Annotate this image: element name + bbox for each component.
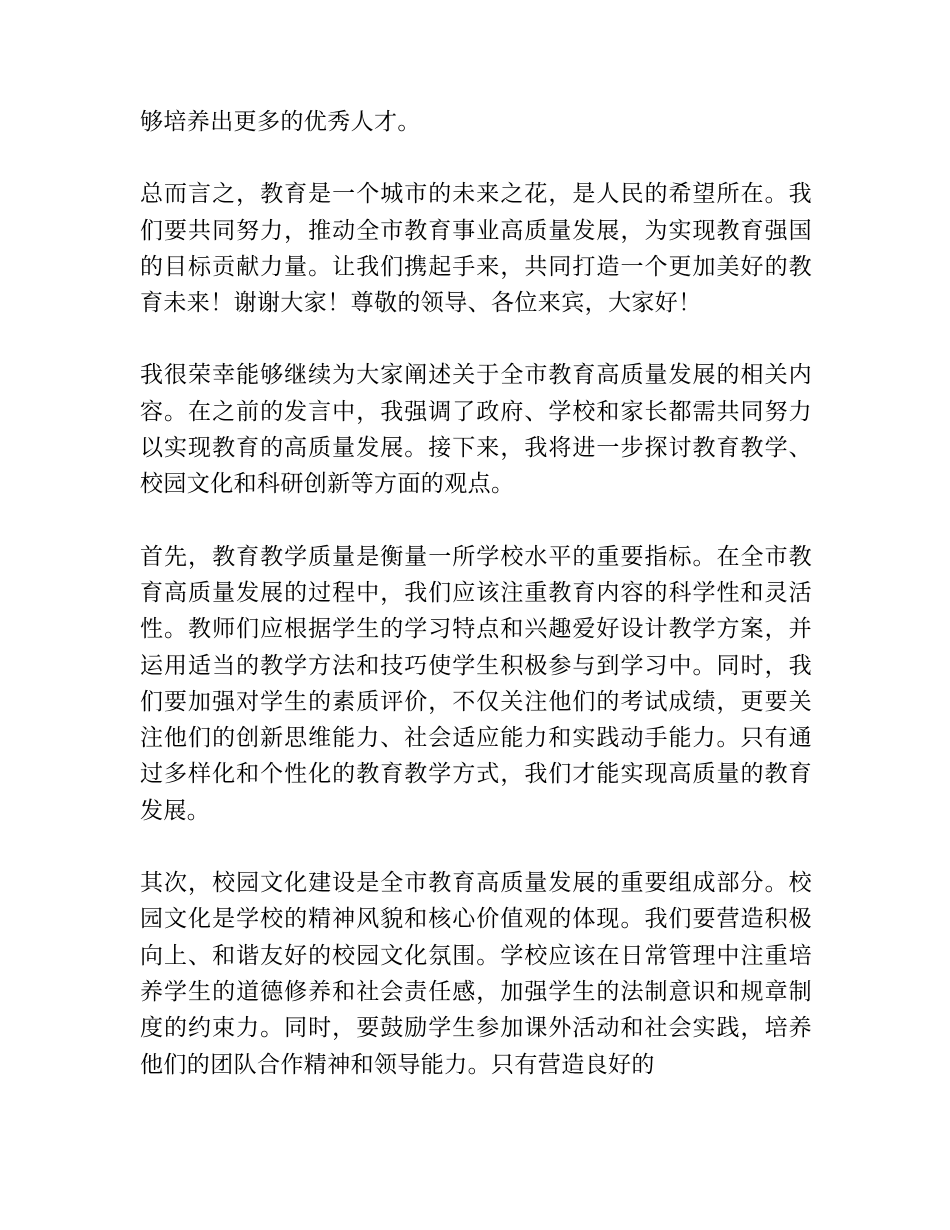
paragraph-5: 其次，校园文化建设是全市教育高质量发展的重要组成部分。校园文化是学校的精神风貌和核心价值观的体现。我们要营造积极向上、和谐友好的校园文化氛围。学校应该在日常管理中注重培养学生的道德修养和社会责任感，加强学生的法制意识和规章制度的约束力。同时，要鼓励学生参加课外活动和社会实践，培养他们的团队合作精神和领导能力。只有营造良好的 — [140, 870, 812, 1078]
paragraph-3: 我很荣幸能够继续为大家阐述关于全市教育高质量发展的相关内容。在之前的发言中，我强调了政府、学校和家长都需共同努力以实现教育的高质量发展。接下来，我将进一步探讨教育教学、校园文化和科研创新等方面的观点。 — [140, 362, 812, 498]
paragraph-4: 首先，教育教学质量是衡量一所学校水平的重要指标。在全市教育高质量发展的过程中，我们应该注重教育内容的科学性和灵活性。教师们应根据学生的学习特点和兴趣爱好设计教学方案，并运用适当的教学方法和技巧使学生积极参与到学习中。同时，我们要加强对学生的素质评价，不仅关注他们的考试成绩，更要关注他们的创新思维能力、社会适应能力和实践动手能力。只有通过多样化和个性化的教育教学方式，我们才能实现高质量的教育发展。 — [140, 543, 812, 824]
paragraph-1: 够培养出更多的优秀人才。 — [140, 109, 421, 135]
document-body — [140, 104, 812, 1083]
paragraph-2: 总而言之，教育是一个城市的未来之花，是人民的希望所在。我们要共同努力，推动全市教育事业高质量发展，为实现教育强国的目标贡献力量。让我们携起手来，共同打造一个更加美好的教育未来！谢谢大家！尊敬的领导、各位来宾，大家好！ — [140, 181, 812, 317]
